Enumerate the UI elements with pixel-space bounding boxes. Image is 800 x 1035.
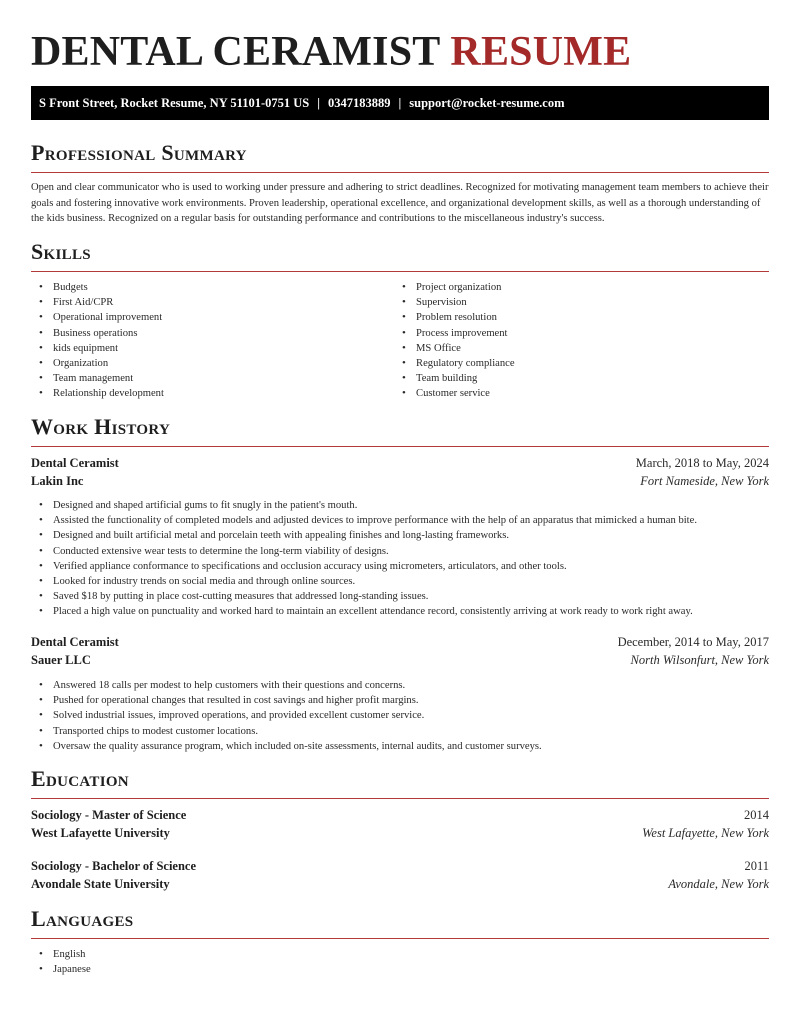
language-item: • Japanese bbox=[31, 962, 331, 977]
skill-item: • Customer service bbox=[394, 386, 764, 401]
skill-item: • Team management bbox=[31, 371, 391, 386]
skill-item: • Operational improvement bbox=[31, 310, 391, 325]
skill-item: • MS Office bbox=[394, 341, 764, 356]
section-title-skills: Skills bbox=[31, 239, 91, 264]
job-title: Dental Ceramist bbox=[31, 635, 119, 649]
resume-title bbox=[31, 28, 631, 76]
skill-item: • Business operations bbox=[31, 326, 391, 341]
education-location: Avondale, New York bbox=[668, 877, 769, 891]
skill-item: • Relationship development bbox=[31, 386, 391, 401]
contact-address: S Front Street, Rocket Resume, NY 51101-0751 US bbox=[39, 96, 310, 110]
section-divider bbox=[31, 271, 769, 272]
job-location: North Wilsonfurt, New York bbox=[630, 653, 769, 667]
education-year: 2011 bbox=[744, 859, 769, 873]
job-duty-item: • Placed a high value on punctuality and worked hard to maintain an excellent attendance record, consistently arriving at work ready to work right away. bbox=[31, 604, 769, 619]
job-duty-item: • Verified appliance conformance to specifications and occlusion accuracy using micrometers, articulators, and other tools. bbox=[31, 559, 769, 574]
job-company: Lakin Inc bbox=[31, 474, 84, 488]
languages-list bbox=[31, 947, 331, 977]
job-duty-item: • Assisted the functionality of completed models and adjusted devices to improve performance with the help of an apparatus that mimicked a human bite. bbox=[31, 513, 769, 528]
job-duties-list bbox=[31, 678, 769, 754]
title-accent: RESUME bbox=[450, 29, 632, 75]
job-duty-item: • Pushed for operational changes that resulted in cost savings and higher profit margins. bbox=[31, 693, 769, 708]
section-divider bbox=[31, 172, 769, 173]
section-divider bbox=[31, 798, 769, 799]
skill-item: • Organization bbox=[31, 356, 391, 371]
contact-email[interactable]: support@rocket-resume.com bbox=[409, 96, 565, 110]
section-divider bbox=[31, 938, 769, 939]
section-title-languages: Languages bbox=[31, 906, 134, 931]
job-duty-item: • Oversaw the quality assurance program, which included on-site assessments, internal audits, and customer surveys. bbox=[31, 739, 769, 754]
job-dates: December, 2014 to May, 2017 bbox=[617, 635, 769, 649]
contact-separator: | bbox=[317, 96, 320, 110]
job-duties-list bbox=[31, 498, 769, 620]
language-item: • English bbox=[31, 947, 331, 962]
education-degree: Sociology - Bachelor of Science bbox=[31, 859, 197, 873]
summary-text: Open and clear communicator who is used to working under pressure and adhering to strict deadlines. Recognized for motivating management team members to achieve their goals and fostering innovative work environments. Proven leadership, operational excellence, and organizational development skills, as well as a thorough understanding of the kids business. Recognized on a regular basis for outstanding performance and contributions to the miscellaneous industry's success. bbox=[31, 182, 769, 224]
contact-phone[interactable]: 0347183889 bbox=[328, 96, 391, 110]
skill-item: • First Aid/CPR bbox=[31, 295, 391, 310]
skill-item: • Project organization bbox=[394, 280, 764, 295]
job-duty-item: • Designed and built artificial metal and porcelain teeth with appealing finishes and long-lasting frameworks. bbox=[31, 528, 769, 543]
skill-item: • Regulatory compliance bbox=[394, 356, 764, 371]
section-title-work: Work History bbox=[31, 414, 171, 439]
title-main: DENTAL CERAMIST bbox=[31, 29, 440, 75]
skill-item: • Process improvement bbox=[394, 326, 764, 341]
job-duty-item: • Solved industrial issues, improved operations, and provided excellent customer service. bbox=[31, 708, 769, 723]
education-school: Avondale State University bbox=[31, 877, 170, 891]
skill-item: • Budgets bbox=[31, 280, 391, 295]
education-school: West Lafayette University bbox=[31, 826, 170, 840]
section-title-education: Education bbox=[31, 766, 129, 791]
job-company: Sauer LLC bbox=[31, 653, 91, 667]
skills-list-left bbox=[31, 280, 391, 402]
skill-item: • kids equipment bbox=[31, 341, 391, 356]
education-degree: Sociology - Master of Science bbox=[31, 808, 187, 822]
education-year: 2014 bbox=[744, 808, 769, 822]
job-location: Fort Nameside, New York bbox=[640, 474, 769, 488]
skill-item: • Team building bbox=[394, 371, 764, 386]
contact-separator: | bbox=[398, 96, 402, 110]
job-duty-item: • Answered 18 calls per modest to help customers with their questions and concerns. bbox=[31, 678, 769, 693]
job-duty-item: • Conducted extensive wear tests to determine the long-term viability of designs. bbox=[31, 544, 769, 559]
section-title-summary: Professional Summary bbox=[31, 140, 247, 165]
skill-item: • Supervision bbox=[394, 295, 764, 310]
contact-bar bbox=[31, 86, 769, 120]
job-title: Dental Ceramist bbox=[31, 456, 119, 470]
job-duty-item: • Looked for industry trends on social media and through online sources. bbox=[31, 574, 769, 589]
job-duty-item: • Saved $18 by putting in place cost-cutting measures that addressed long-standing issues. bbox=[31, 589, 769, 604]
job-duty-item: • Designed and shaped artificial gums to fit snugly in the patient's mouth. bbox=[31, 498, 769, 513]
job-duty-item: • Transported chips to modest customer locations. bbox=[31, 724, 769, 739]
section-divider bbox=[31, 446, 769, 447]
skills-list-right bbox=[394, 280, 764, 402]
education-location: West Lafayette, New York bbox=[642, 826, 769, 840]
job-dates: March, 2018 to May, 2024 bbox=[635, 456, 769, 470]
skill-item: • Problem resolution bbox=[394, 310, 764, 325]
